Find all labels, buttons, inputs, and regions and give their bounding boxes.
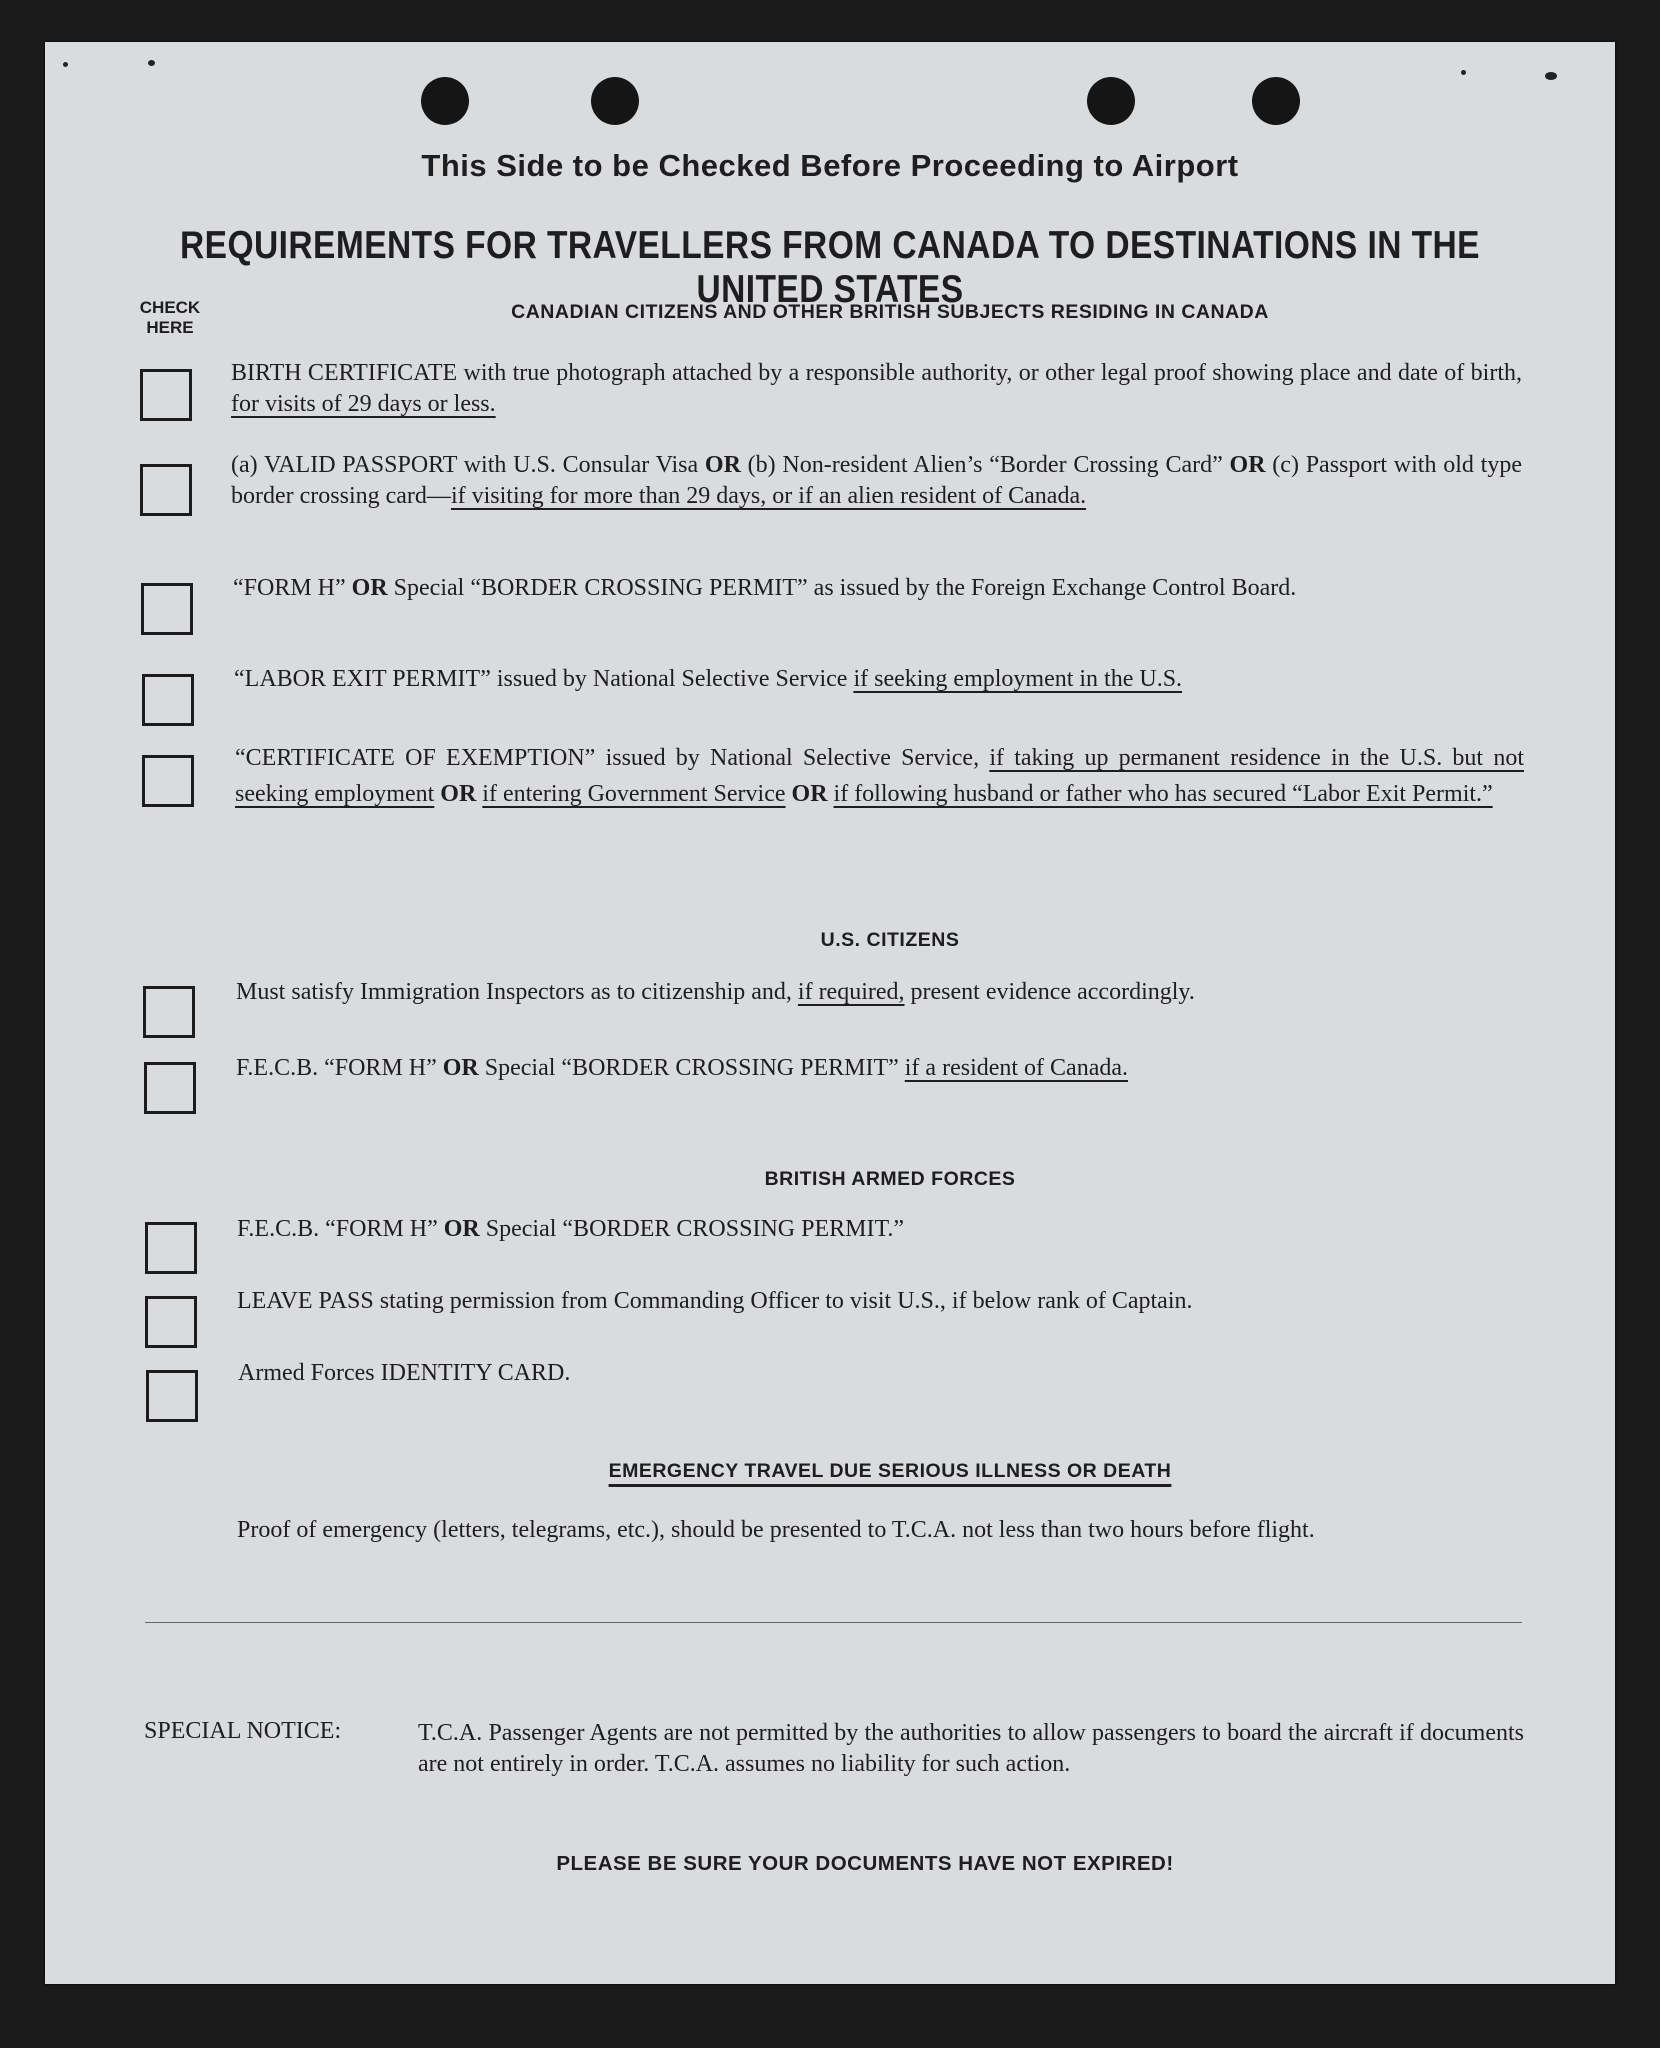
checkbox-identity-card[interactable] bbox=[146, 1370, 198, 1422]
speck bbox=[148, 60, 155, 66]
checkbox-fecb-form-h-us[interactable] bbox=[144, 1062, 196, 1114]
checkbox-birth-certificate[interactable] bbox=[140, 369, 192, 421]
requirement-fecb-form-h-forces: F.E.C.B. “FORM H” OR Special “BORDER CROSSING PERMIT.” bbox=[237, 1216, 904, 1242]
section-heading-british-armed-forces: BRITISH ARMED FORCES bbox=[764, 1168, 1016, 1190]
section-heading-us-citizens: U.S. CITIZENS bbox=[820, 929, 960, 951]
speck bbox=[63, 62, 68, 67]
requirement-form-h: “FORM H” OR Special “BORDER CROSSING PERMIT” as issued by the Foreign Exchange Control Board. bbox=[233, 575, 1297, 601]
requirement-birth-certificate: BIRTH CERTIFICATE with true photograph attached by a responsible authority, or other legal proof showing place and date of birth, for visits of 29 days or less. bbox=[231, 360, 1522, 417]
requirement-labor-exit-permit: “LABOR EXIT PERMIT” issued by National Selective Service if seeking employment in the U.S. bbox=[234, 666, 1183, 692]
punch-hole bbox=[1087, 77, 1135, 125]
checkbox-leave-pass[interactable] bbox=[145, 1296, 197, 1348]
checkbox-labor-exit-permit[interactable] bbox=[142, 674, 194, 726]
check-here-label: CHECK HERE bbox=[139, 298, 201, 337]
checkbox-fecb-form-h-forces[interactable] bbox=[145, 1222, 197, 1274]
footer-warning: PLEASE BE SURE YOUR DOCUMENTS HAVE NOT EXPIRED! bbox=[556, 1852, 1174, 1875]
speck bbox=[1461, 70, 1466, 75]
emergency-text: Proof of emergency (letters, telegrams, etc.), should be presented to T.C.A. not less than two hours before flight. bbox=[237, 1517, 1315, 1543]
requirement-identity-card: Armed Forces IDENTITY CARD. bbox=[238, 1360, 571, 1386]
punch-hole bbox=[1252, 77, 1300, 125]
subtitle: This Side to be Checked Before Proceeding to Airport bbox=[421, 148, 1239, 183]
requirement-satisfy-inspectors: Must satisfy Immigration Inspectors as to citizenship and, if required, present evidence accordingly. bbox=[236, 979, 1195, 1005]
requirement-valid-passport: (a) VALID PASSPORT with U.S. Consular Visa OR (b) Non-resident Alien’s “Border Crossing Card” OR (c) Passport with old type border crossing card—if visiting for more than 29 days, or if an alien resident of Canada. bbox=[231, 452, 1523, 509]
checkbox-certificate-of-exemption[interactable] bbox=[142, 755, 194, 807]
special-notice-text: T.C.A. Passenger Agents are not permitted by the authorities to allow passengers to board the aircraft if documents are not entirely in order. T.C.A. assumes no liability for such action. bbox=[418, 1720, 1524, 1777]
requirement-leave-pass: LEAVE PASS stating permission from Commanding Officer to visit U.S., if below rank of Captain. bbox=[237, 1288, 1193, 1314]
divider bbox=[145, 1622, 1522, 1623]
document-page bbox=[45, 42, 1615, 1984]
section-heading-canadian: CANADIAN CITIZENS AND OTHER BRITISH SUBJECTS RESIDING IN CANADA bbox=[511, 301, 1269, 323]
requirement-certificate-of-exemption: “CERTIFICATE OF EXEMPTION” issued by National Selective Service, if taking up permanent residence in the U.S. but not seeking employment OR if entering Government Service OR if following husband or father who has secured “Labor Exit Permit.” bbox=[235, 745, 1525, 807]
special-notice-label: SPECIAL NOTICE: bbox=[144, 1718, 342, 1744]
speck bbox=[1545, 72, 1557, 80]
requirement-fecb-form-h-us: F.E.C.B. “FORM H” OR Special “BORDER CROSSING PERMIT” if a resident of Canada. bbox=[236, 1055, 1129, 1081]
punch-hole bbox=[591, 77, 639, 125]
checkbox-valid-passport[interactable] bbox=[140, 464, 192, 516]
page-title: REQUIREMENTS FOR TRAVELLERS FROM CANADA TO DESTINATIONS IN THE UNITED STATES bbox=[180, 224, 1480, 311]
section-heading-emergency: EMERGENCY TRAVEL DUE SERIOUS ILLNESS OR DEATH bbox=[608, 1460, 1172, 1482]
checkbox-satisfy-inspectors[interactable] bbox=[143, 986, 195, 1038]
checkbox-form-h[interactable] bbox=[141, 583, 193, 635]
punch-hole bbox=[421, 77, 469, 125]
